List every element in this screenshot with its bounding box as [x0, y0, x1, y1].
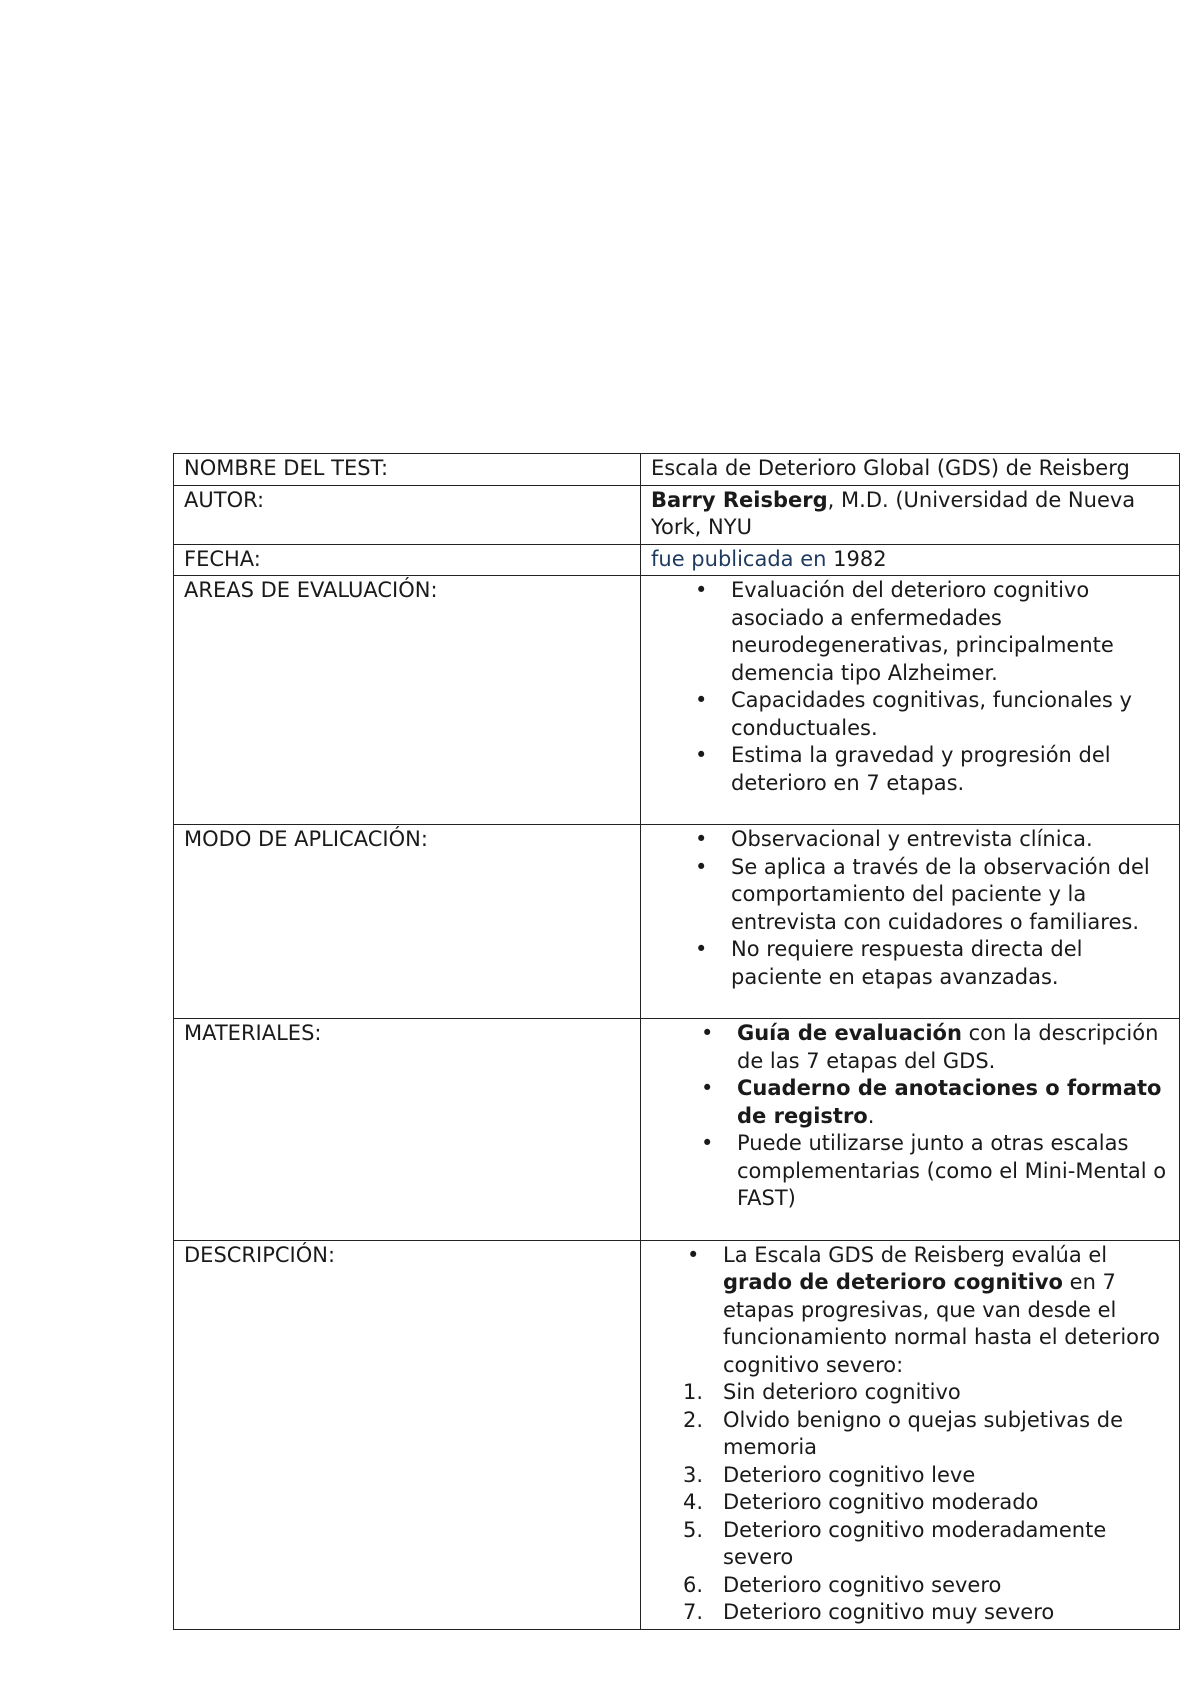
autor-label: AUTOR:	[174, 485, 641, 544]
list-item: • Cuaderno de anotaciones o formato de registro.	[701, 1076, 1162, 1128]
modo-value	[641, 825, 1180, 1019]
list-item: • Estima la gravedad y progresión del deterioro en 7 etapas.	[695, 743, 1111, 795]
list-item: • Evaluación del deterioro cognitivo asociado a enfermedades neurodegenerativas, principalmente demencia tipo Alzheimer.	[695, 578, 1114, 685]
fecha-year: 1982	[826, 546, 887, 571]
bullet-icon: •	[695, 854, 708, 879]
list-item: • Puede utilizarse junto a otras escalas complementarias (como el Mini-Mental o FAST)	[701, 1131, 1167, 1210]
row-nombre	[174, 454, 1180, 486]
areas-value	[641, 576, 1180, 825]
list-item: • Observacional y entrevista clínica.	[731, 826, 1169, 854]
descripcion-list	[687, 1242, 1169, 1380]
bullet-icon: •	[695, 827, 708, 851]
stage-item: 2. Olvido benigno o quejas subjetivas de memoria	[683, 1407, 1124, 1459]
list-item: • Guía de evaluación con la descripción de las 7 etapas del GDS.	[701, 1021, 1159, 1073]
stage-item: 7. Deterioro cognitivo muy severo	[683, 1600, 1055, 1624]
materiales-value	[641, 1019, 1180, 1241]
bullet-icon: •	[687, 1242, 700, 1267]
bullet-icon: •	[701, 1131, 714, 1155]
stage-item: 5. Deterioro cognitivo moderadamente severo	[683, 1517, 1107, 1569]
bullet-icon: •	[695, 937, 708, 961]
row-fecha	[174, 544, 1180, 576]
bullet-icon: •	[701, 1021, 714, 1045]
materiales-label: MATERIALES:	[174, 1019, 641, 1241]
nombre-label: NOMBRE DEL TEST:	[174, 454, 641, 486]
stage-item: 3. Deterioro cognitivo leve	[683, 1462, 976, 1487]
list-item: • No requiere respuesta directa del paciente en etapas avanzadas.	[695, 937, 1083, 989]
stage-item: 6. Deterioro cognitivo severo	[683, 1572, 1002, 1597]
modo-label: MODO DE APLICACIÓN:	[174, 825, 641, 1019]
autor-affiliation: , M.D. (Universidad de Nueva York, NYU	[651, 487, 1136, 539]
autor-name: Barry Reisberg	[651, 487, 828, 512]
descripcion-label: DESCRIPCIÓN:	[174, 1240, 641, 1629]
descripcion-value	[641, 1240, 1180, 1629]
autor-value	[641, 485, 1180, 544]
row-areas	[174, 576, 1180, 825]
bullet-icon: •	[695, 688, 708, 712]
materiales-list	[701, 1020, 1169, 1213]
row-autor	[174, 485, 1180, 544]
stages-list	[683, 1379, 1169, 1627]
fecha-label: FECHA:	[174, 544, 641, 576]
modo-list	[695, 826, 1169, 991]
fecha-prefix: fue publicada en	[651, 546, 827, 571]
bullet-icon: •	[695, 578, 708, 602]
list-item: • Se aplica a través de la observación del comportamiento del paciente y la entrevista con cuidadores o familiares.	[695, 854, 1150, 934]
list-item: • Capacidades cognitivas, funcionales y conductuales.	[695, 688, 1132, 740]
row-descripcion	[174, 1240, 1180, 1629]
bullet-icon: •	[701, 1076, 714, 1100]
areas-list	[695, 577, 1169, 797]
bullet-icon: •	[695, 743, 708, 767]
test-info-table	[173, 453, 1180, 1630]
stage-item: 4. Deterioro cognitivo moderado	[683, 1490, 1039, 1514]
nombre-value: Escala de Deterioro Global (GDS) de Reisberg	[641, 454, 1180, 486]
stage-item: 1. Sin deterioro cognitivo	[683, 1380, 961, 1404]
row-modo	[174, 825, 1180, 1019]
row-materiales	[174, 1019, 1180, 1241]
fecha-value	[641, 544, 1180, 576]
list-item: • La Escala GDS de Reisberg evalúa el grado de deterioro cognitivo en 7 etapas progresivas, que van desde el funcionamiento normal hasta el deterioro cognitivo severo:	[687, 1242, 1161, 1377]
areas-label: AREAS DE EVALUACIÓN:	[174, 576, 641, 825]
